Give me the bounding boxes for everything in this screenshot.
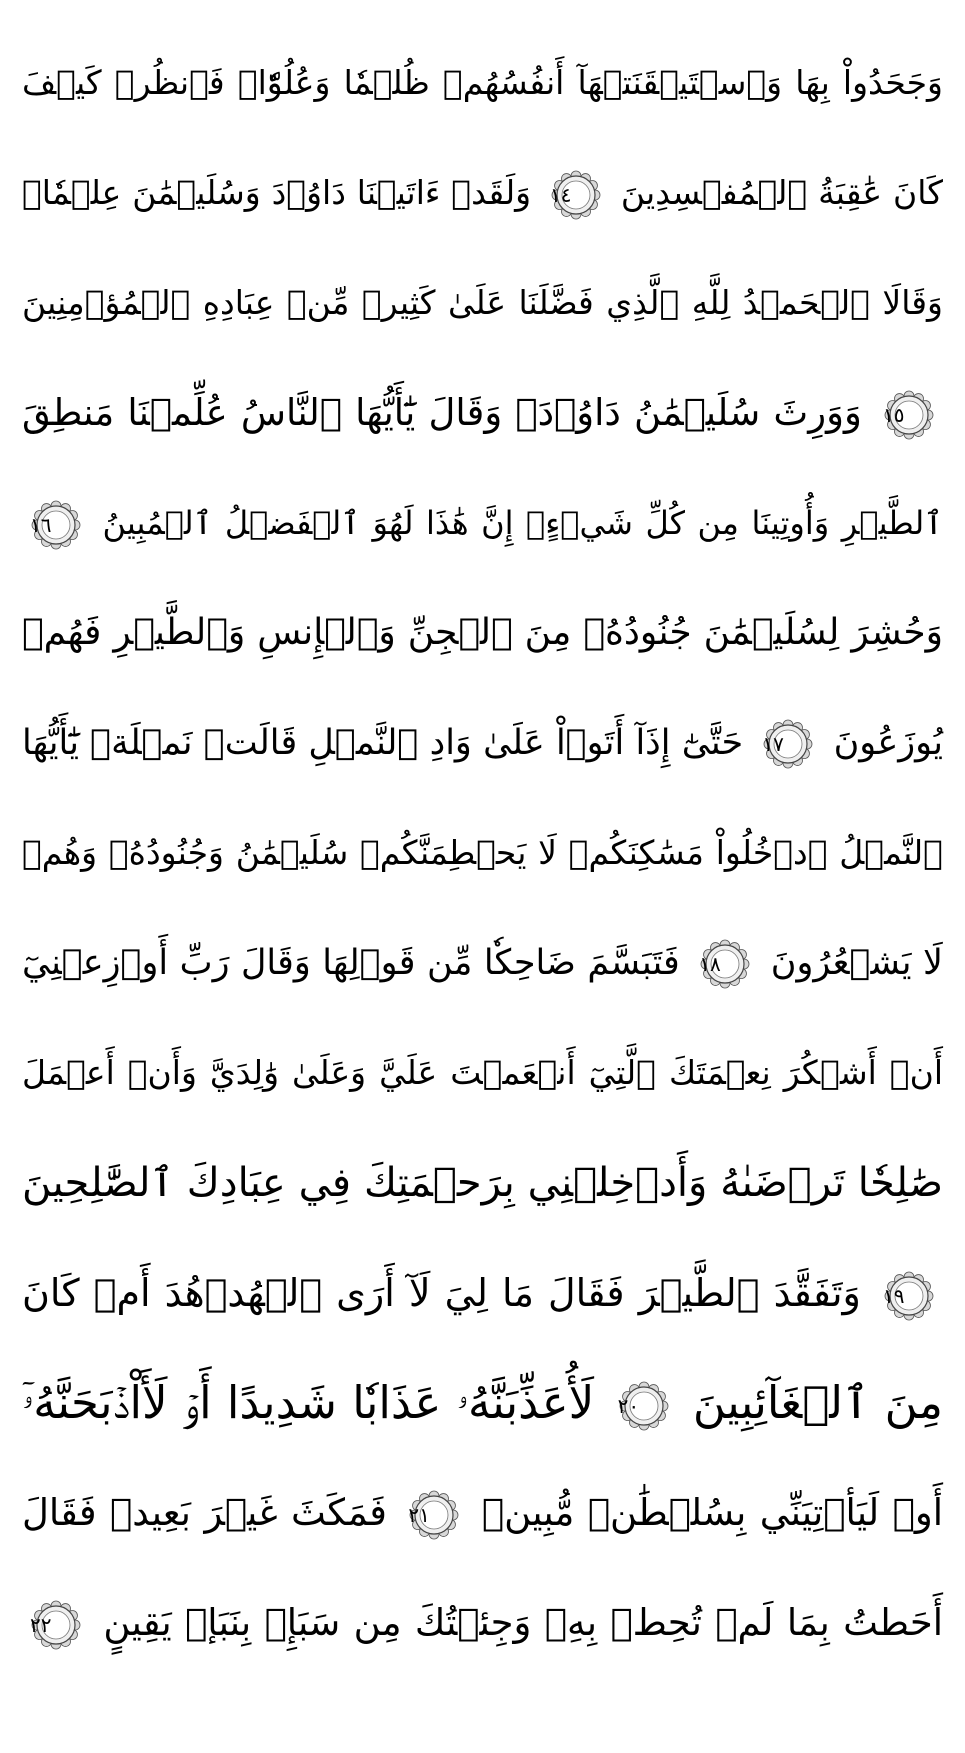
ayah-number: ٢٢ bbox=[30, 1612, 52, 1637]
verse-text: أَحَطتُ بِمَا لَمۡ تُحِطۡ بِهِۦ وَجِئۡتُكَ مِن سَبَإِۭ بِنَبَإٖ يَقِينٍ bbox=[103, 1601, 943, 1644]
verse-text: صَٰلِحٗا تَرۡضَىٰهُ وَأَدۡخِلۡنِي بِرَحۡمَتِكَ فِي عِبَادِكَ ٱلصَّٰلِحِينَ bbox=[22, 1160, 943, 1206]
text-line bbox=[22, 248, 943, 358]
verse-text: فَمَكَثَ غَيۡرَ بَعِيدٖ فَقَالَ bbox=[22, 1491, 387, 1534]
ayah-number: ١٦ bbox=[30, 513, 52, 537]
verse-text: أَوۡ لَيَأۡتِيَنِّي بِسُلۡطَٰنٖ مُّبِينٖ bbox=[481, 1491, 944, 1534]
ayah-number-marker bbox=[618, 1380, 670, 1432]
verse-text: أَنۡ أَشۡكُرَ نِعۡمَتَكَ ٱلَّتِيٓ أَنۡعَمۡتَ عَلَيَّ وَعَلَىٰ وَٰلِدَيَّ وَأَنۡ أَعۡمَلَ bbox=[22, 1053, 943, 1092]
verse-text: وَقَالَا ٱلۡحَمۡدُ لِلَّهِ ٱلَّذِي فَضَّلَنَا عَلَىٰ كَثِيرٖ مِّنۡ عِبَادِهِ ٱلۡمُؤۡمِنِينَ bbox=[22, 283, 943, 322]
verse-text: وَحُشِرَ لِسُلَيۡمَٰنَ جُنُودُهُۥ مِنَ ٱلۡجِنِّ وَٱلۡإِنسِ وَٱلطَّيۡرِ فَهُمۡ bbox=[22, 612, 943, 653]
text-line bbox=[22, 1458, 943, 1568]
ayah-number-marker bbox=[883, 389, 935, 441]
verse-text: ٱلطَّيۡرِ وَأُوتِينَا مِن كُلِّ شَيۡءٍۖ إِنَّ هَٰذَا لَهُوَ ٱلۡفَضۡلُ ٱلۡمُبِينُ bbox=[102, 504, 944, 542]
ayah-number-marker bbox=[408, 1489, 460, 1541]
verse-text: لَا يَشۡعُرُونَ bbox=[770, 943, 943, 983]
verse-text: لَأُعَذِّبَنَّهُۥ عَذَابٗا شَدِيدًا أَوۡ لَأَاْذۡبَحَنَّهُۥٓ bbox=[22, 1376, 595, 1429]
ayah-number-marker bbox=[883, 1270, 935, 1322]
verse-text: حَتَّىٰٓ إِذَآ أَتَوۡاْ عَلَىٰ وَادِ ٱلنَّمۡلِ قَالَتۡ نَمۡلَةٞ يَٰٓأَيُّهَا bbox=[22, 723, 744, 763]
ayah-number: ١٤ bbox=[550, 182, 572, 207]
ayah-number-marker bbox=[30, 499, 82, 551]
text-line bbox=[22, 688, 943, 798]
text-line bbox=[22, 1348, 943, 1458]
text-line bbox=[22, 358, 943, 468]
text-line bbox=[22, 28, 943, 138]
verse-text: وَتَفَقَّدَ ٱلطَّيۡرَ فَقَالَ مَا لِيَ لَآ أَرَى ٱلۡهُدۡهُدَ أَمۡ كَانَ bbox=[22, 1271, 861, 1315]
text-line bbox=[22, 578, 943, 688]
text-line bbox=[22, 1568, 943, 1678]
text-line bbox=[22, 468, 943, 578]
verse-text: مِنَ ٱلۡغَآئِبِينَ bbox=[692, 1376, 943, 1429]
verse-text: وَجَحَدُواْ بِهَا وَٱسۡتَيۡقَنَتۡهَآ أَنفُسُهُمۡ ظُلۡمٗا وَعُلُوّٗاۚ فَٱنظُرۡ كَيۡفَ bbox=[22, 63, 943, 102]
ayah-number: ١٩ bbox=[882, 1283, 905, 1308]
ayah-number: ٢٠ bbox=[617, 1394, 640, 1418]
verse-text: ٱلنَّمۡلُ ٱدۡخُلُواْ مَسَٰكِنَكُمۡ لَا يَحۡطِمَنَّكُمۡ سُلَيۡمَٰنُ وَجُنُودُهُۥ وَهُمۡ bbox=[22, 833, 943, 872]
text-line bbox=[22, 1018, 943, 1128]
ayah-number-marker bbox=[550, 169, 602, 221]
text-line bbox=[22, 138, 943, 248]
text-line bbox=[22, 908, 943, 1018]
ayah-number: ١٧ bbox=[762, 732, 784, 756]
ayah-number-marker bbox=[762, 718, 814, 770]
verse-text: يُوزَعُونَ bbox=[833, 723, 943, 763]
ayah-number-marker bbox=[30, 1599, 82, 1651]
verse-text: وَلَقَدۡ ءَاتَيۡنَا دَاوُۥدَ وَسُلَيۡمَٰنَ عِلۡمٗاۖ bbox=[22, 173, 532, 212]
text-line bbox=[22, 1238, 943, 1348]
ayah-number-marker bbox=[699, 938, 751, 990]
ayah-number: ١٥ bbox=[883, 402, 905, 427]
verse-text: وَوَرِثَ سُلَيۡمَٰنُ دَاوُۥدَۖ وَقَالَ يَٰٓأَيُّهَا ٱلنَّاسُ عُلِّمۡنَا مَنطِقَ bbox=[22, 391, 862, 434]
verse-text: كَانَ عَٰقِبَةُ ٱلۡمُفۡسِدِينَ bbox=[620, 173, 943, 212]
ayah-number: ١٨ bbox=[699, 952, 721, 976]
verse-text: فَتَبَسَّمَ ضَاحِكٗا مِّن قَوۡلِهَا وَقَالَ رَبِّ أَوۡزِعۡنِيٓ bbox=[22, 943, 680, 983]
ayah-number: ٢١ bbox=[408, 1502, 430, 1527]
text-line bbox=[22, 1128, 943, 1238]
text-line bbox=[22, 798, 943, 908]
